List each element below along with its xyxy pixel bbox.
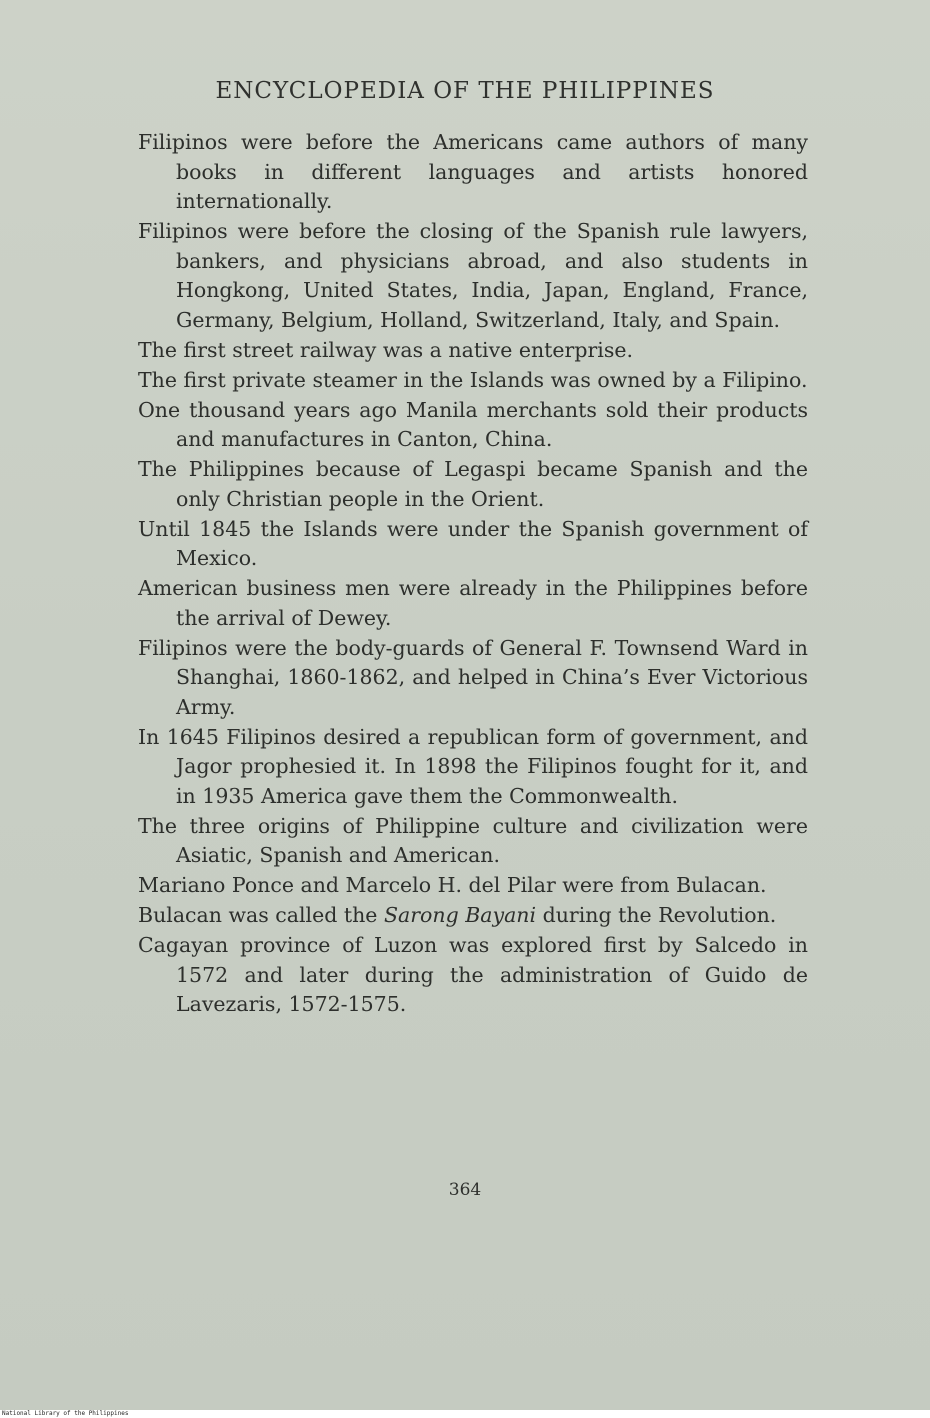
entry [138,901,808,931]
entry: Filipinos were before the Americans came authors of many books in different languages and artists honored internationally. [138,130,808,213]
entry-text: during the Revolution. [536,903,777,927]
page-number: 364 [448,1180,482,1200]
entry-italic-term: Sarong Bayani [383,903,537,927]
entry: Cagayan province of Luzon was explored first by Salcedo in 1572 and later during the administration of Guido de Lavezaris, 1572-1575. [138,933,808,1016]
entry: American business men were already in the Philippines before the arrival of Dewey. [138,576,808,630]
footer-credit: National Library of the Philippines [2,1410,132,1418]
entry: Filipinos were before the closing of the Spanish rule lawyers, bankers, and physicians abroad, and also students in Hongkong, United States, India, Japan, England, France, Germany, Belgium, Holland, Switzerland, Italy, and Spain. [138,219,808,332]
entry-list [138,128,808,1020]
entry: The first private steamer in the Islands was owned by a Filipino. [138,367,808,392]
entry: Until 1845 the Islands were under the Spanish government of Mexico. [138,516,808,570]
entry: Mariano Ponce and Marcelo H. del Pilar were from Bulacan. [138,873,767,897]
footer-strip [0,1410,930,1418]
entry: The three origins of Philippine culture and civilization were Asiatic, Spanish and American. [138,813,808,867]
running-head: ENCYCLOPEDIA OF THE PHILIPPINES [215,78,715,104]
entry-text: Bulacan was called the [138,903,384,927]
entry: The Philippines because of Legaspi became Spanish and the only Christian people in the Orient. [138,457,808,511]
entry: One thousand years ago Manila merchants sold their products and manufactures in Canton, China. [138,397,808,451]
entry: The first street railway was a native enterprise. [138,337,633,362]
entry: Filipinos were the body-guards of General F. Townsend Ward in Shanghai, 1860-1862, and helped in China’s Ever Victorious Army. [138,635,808,719]
entry: In 1645 Filipinos desired a republican form of government, and Jagor prophesied it. In 1898 the Filipinos fought for it, and in 1935 America gave them the Commonwealth. [138,724,808,808]
